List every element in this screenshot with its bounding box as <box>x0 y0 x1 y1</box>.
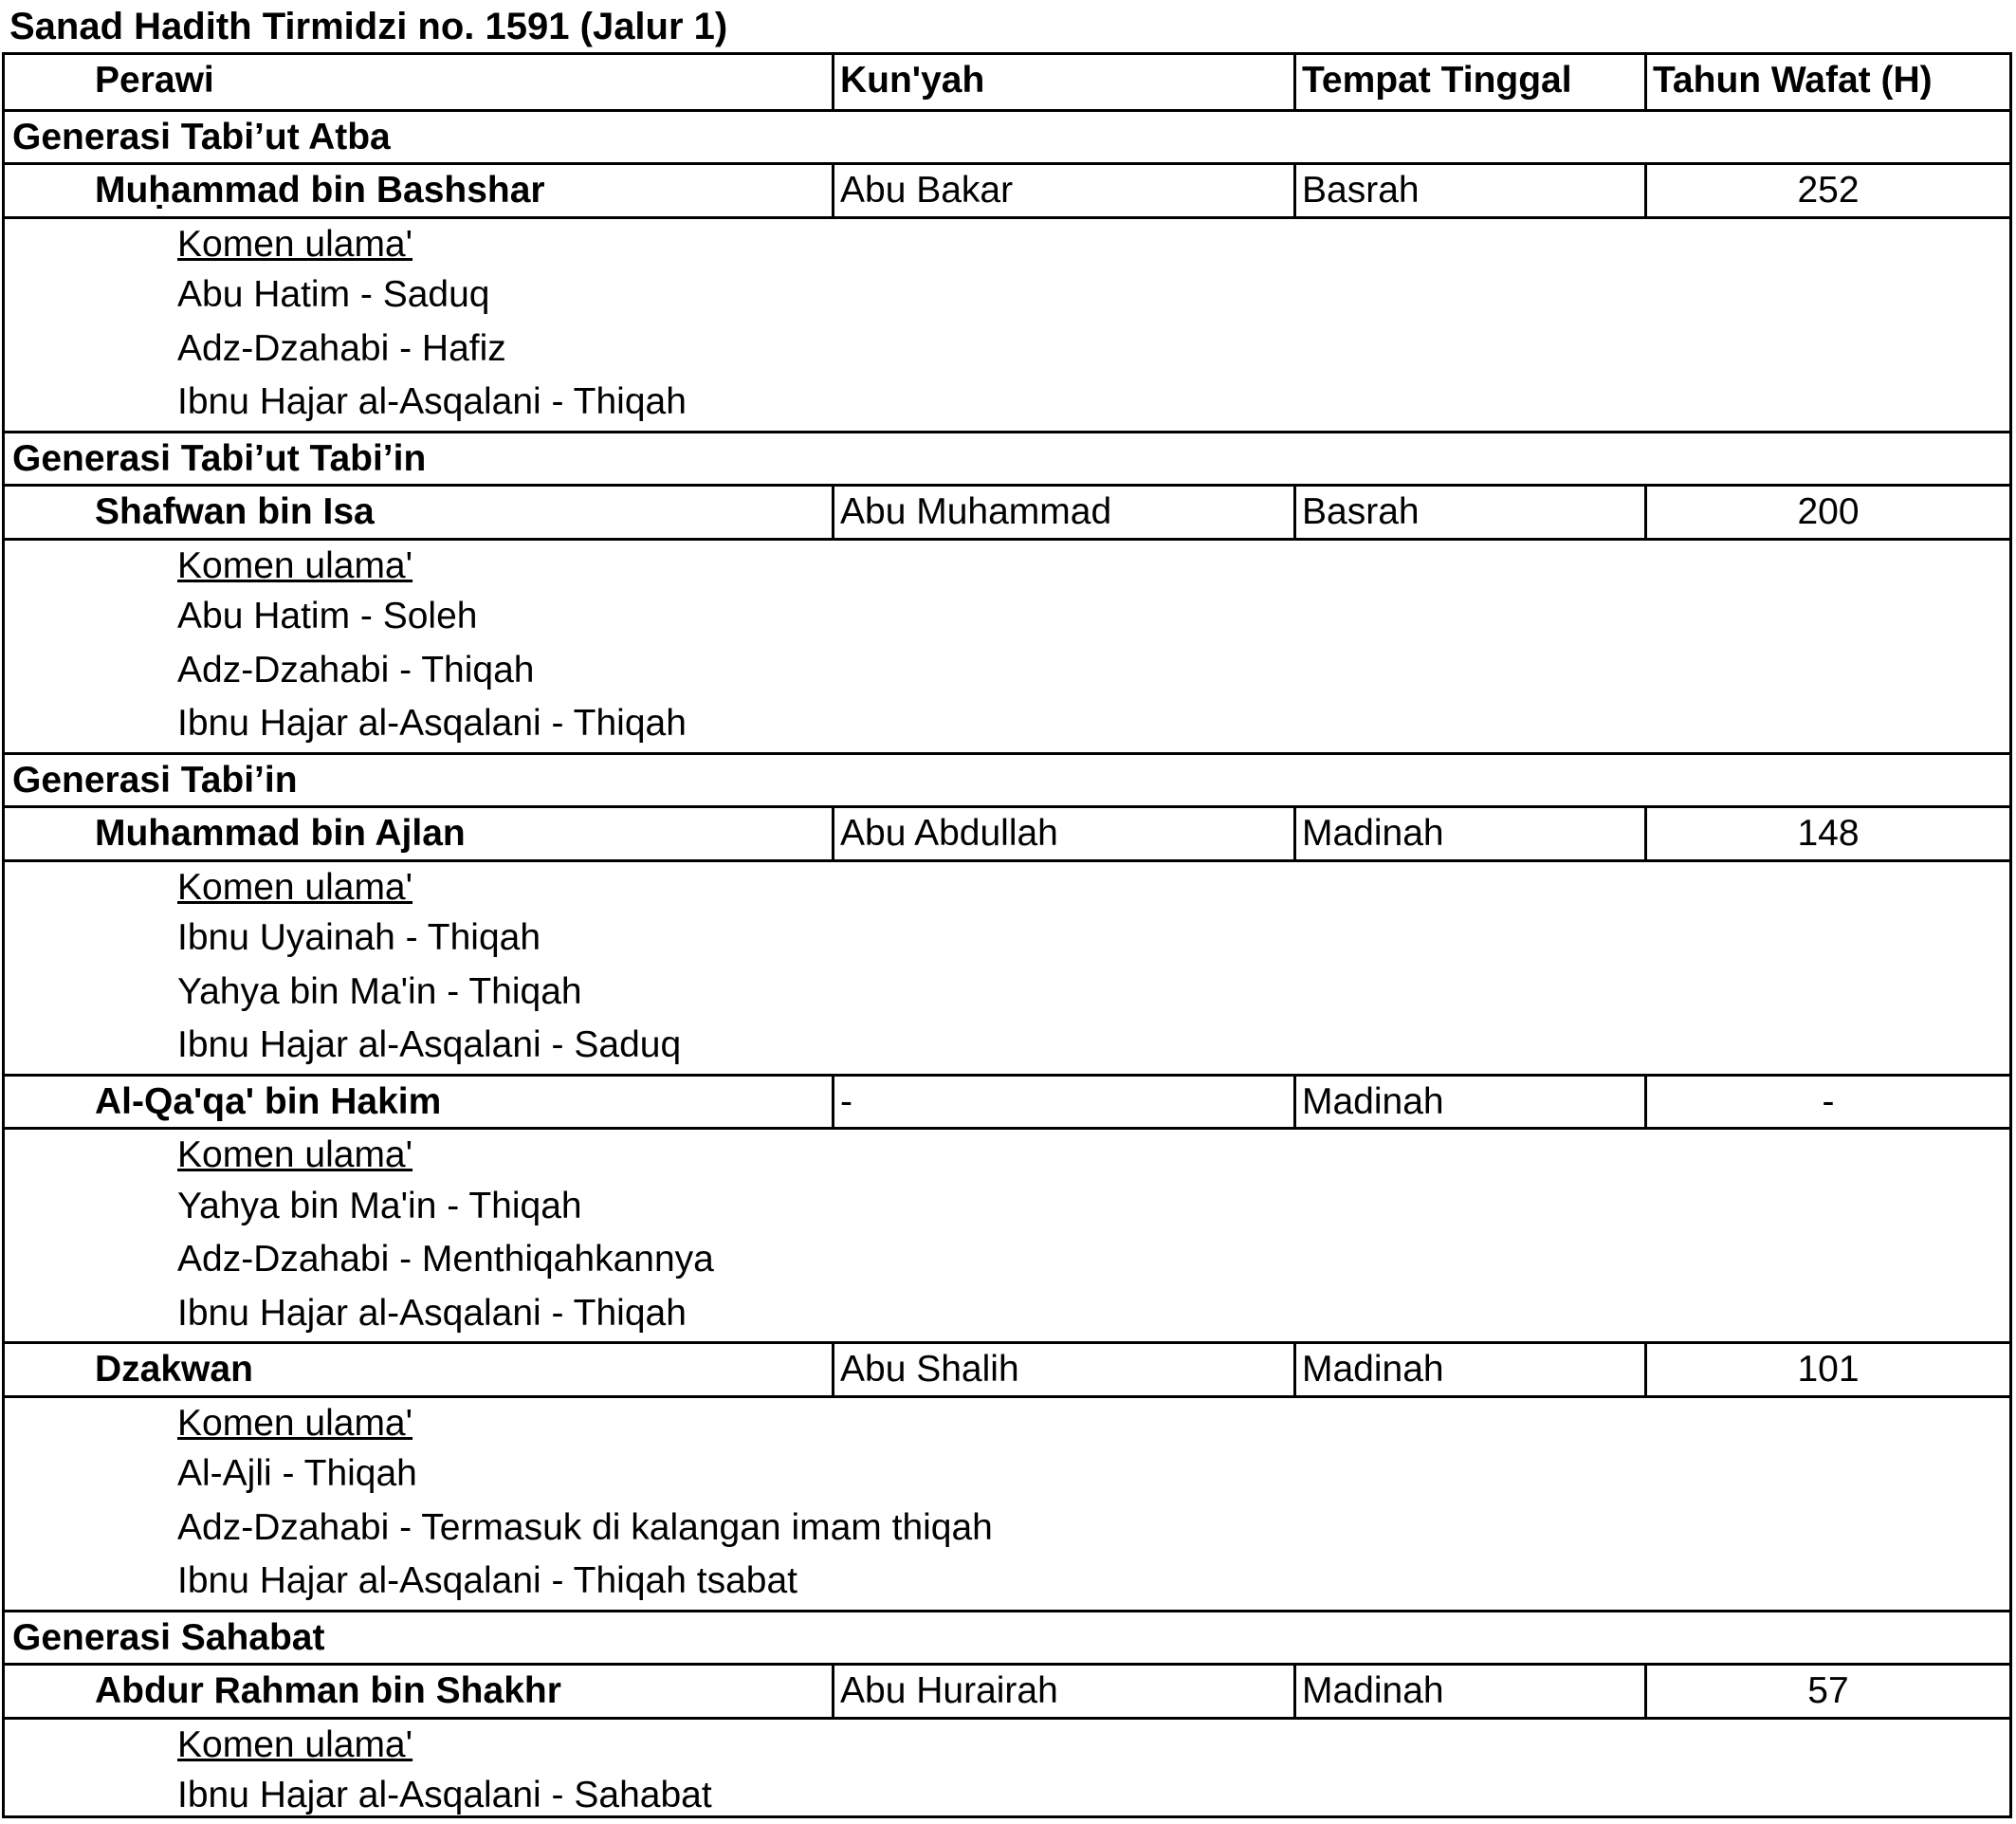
sanad-table <box>2 52 2012 1818</box>
comment-header-row <box>5 1395 2009 1449</box>
generation-label: Generasi Tabi’ut Tabi’in <box>12 437 427 479</box>
narrator-name: Dzakwan <box>95 1349 253 1390</box>
generation-row <box>5 431 2009 485</box>
narrator-name: Shafwan bin Isa <box>95 491 375 532</box>
scholar-comment: Al-Ajli - Thiqah <box>177 1453 417 1494</box>
scholar-comment: Ibnu Hajar al-Asqalani - Saduq <box>177 1024 682 1065</box>
narrator-tahun-wafat: - <box>1644 1077 2009 1128</box>
comment-header-row <box>5 1717 2009 1771</box>
narrator-tempat-tinggal: Madinah <box>1293 808 1644 859</box>
narrator-tahun-wafat: 101 <box>1644 1344 2009 1395</box>
narrator-kunyah: Abu Muhammad <box>832 487 1293 538</box>
header-row <box>5 55 2009 109</box>
narrator-row <box>5 484 2009 538</box>
scholar-comment: Adz-Dzahabi - Termasuk di kalangan imam thiqah <box>177 1506 993 1548</box>
header-tahun-wafat: Tahun Wafat (H) <box>1644 55 2009 109</box>
comment-row <box>5 912 2009 967</box>
comment-row <box>5 1234 2009 1288</box>
comment-row <box>5 698 2009 752</box>
scholar-comment: Ibnu Hajar al-Asqalani - Thiqah <box>177 1292 687 1334</box>
scholar-comment: Adz-Dzahabi - Thiqah <box>177 649 535 691</box>
comment-row <box>5 1020 2009 1074</box>
comment-row <box>5 377 2009 431</box>
narrator-kunyah: Abu Abdullah <box>832 808 1293 859</box>
comment-header-row <box>5 859 2009 913</box>
generation-label: Generasi Tabi’in <box>12 759 298 801</box>
komen-ulama-label: Komen ulama' <box>177 1402 413 1444</box>
generation-row <box>5 752 2009 806</box>
narrator-name: Muhammad bin Ajlan <box>95 813 466 854</box>
narrator-tempat-tinggal: Madinah <box>1293 1344 1644 1395</box>
scholar-comment: Yahya bin Ma'in - Thiqah <box>177 1185 582 1226</box>
narrator-tempat-tinggal: Basrah <box>1293 487 1644 538</box>
narrator-row <box>5 1341 2009 1395</box>
comment-row <box>5 967 2009 1021</box>
comment-header-row <box>5 216 2009 270</box>
komen-ulama-label: Komen ulama' <box>177 223 413 265</box>
scholar-comment: Ibnu Hajar al-Asqalani - Thiqah <box>177 703 687 744</box>
scholar-comment: Ibnu Hajar al-Asqalani - Sahabat <box>177 1775 712 1815</box>
komen-ulama-label: Komen ulama' <box>177 866 413 908</box>
page-title: Sanad Hadith Tirmidzi no. 1591 (Jalur 1) <box>9 6 728 47</box>
comment-row <box>5 1181 2009 1235</box>
narrator-row <box>5 805 2009 859</box>
narrator-tahun-wafat: 200 <box>1644 487 2009 538</box>
generation-row <box>5 1610 2009 1664</box>
scholar-comment: Ibnu Uyainah - Thiqah <box>177 917 541 958</box>
generation-row <box>5 109 2009 163</box>
comment-row <box>5 1770 2009 1824</box>
narrator-row <box>5 1663 2009 1717</box>
narrator-tahun-wafat: 252 <box>1644 165 2009 216</box>
narrator-kunyah: - <box>832 1077 1293 1128</box>
narrator-tempat-tinggal: Madinah <box>1293 1077 1644 1128</box>
comment-row <box>5 269 2009 323</box>
narrator-row <box>5 1074 2009 1128</box>
comment-row <box>5 591 2009 645</box>
comment-row <box>5 1288 2009 1342</box>
komen-ulama-label: Komen ulama' <box>177 1723 413 1765</box>
narrator-tempat-tinggal: Basrah <box>1293 165 1644 216</box>
scholar-comment: Abu Hatim - Saduq <box>177 274 490 315</box>
comment-row <box>5 645 2009 699</box>
comment-row <box>5 323 2009 378</box>
narrator-kunyah: Abu Bakar <box>832 165 1293 216</box>
komen-ulama-label: Komen ulama' <box>177 1134 413 1175</box>
comment-row <box>5 1556 2009 1610</box>
scholar-comment: Ibnu Hajar al-Asqalani - Thiqah <box>177 381 687 422</box>
narrator-kunyah: Abu Shalih <box>832 1344 1293 1395</box>
scholar-comment: Adz-Dzahabi - Menthiqahkannya <box>177 1239 714 1280</box>
header-perawi: Perawi <box>95 60 214 101</box>
scholar-comment: Ibnu Hajar al-Asqalani - Thiqah tsabat <box>177 1560 797 1601</box>
comment-row <box>5 1502 2009 1557</box>
narrator-kunyah: Abu Hurairah <box>832 1666 1293 1717</box>
narrator-row <box>5 162 2009 216</box>
header-tempat-tinggal: Tempat Tinggal <box>1293 55 1644 109</box>
header-kunyah: Kun'yah <box>832 55 1293 109</box>
scholar-comment: Adz-Dzahabi - Hafiz <box>177 327 506 369</box>
narrator-tahun-wafat: 57 <box>1644 1666 2009 1717</box>
narrator-tahun-wafat: 148 <box>1644 808 2009 859</box>
generation-label: Generasi Tabi’ut Atba <box>12 116 391 157</box>
narrator-name: Abdur Rahman bin Shakhr <box>95 1670 561 1711</box>
generation-label: Generasi Sahabat <box>12 1616 325 1658</box>
narrator-name: Al-Qa'qa' bin Hakim <box>95 1080 442 1122</box>
scholar-comment: Yahya bin Ma'in - Thiqah <box>177 970 582 1012</box>
scholar-comment: Abu Hatim - Soleh <box>177 596 478 636</box>
comment-row <box>5 1448 2009 1502</box>
comment-header-row <box>5 1127 2009 1181</box>
comment-header-row <box>5 538 2009 592</box>
narrator-tempat-tinggal: Madinah <box>1293 1666 1644 1717</box>
komen-ulama-label: Komen ulama' <box>177 544 413 586</box>
narrator-name: Muḥammad bin Bashshar <box>95 170 545 211</box>
